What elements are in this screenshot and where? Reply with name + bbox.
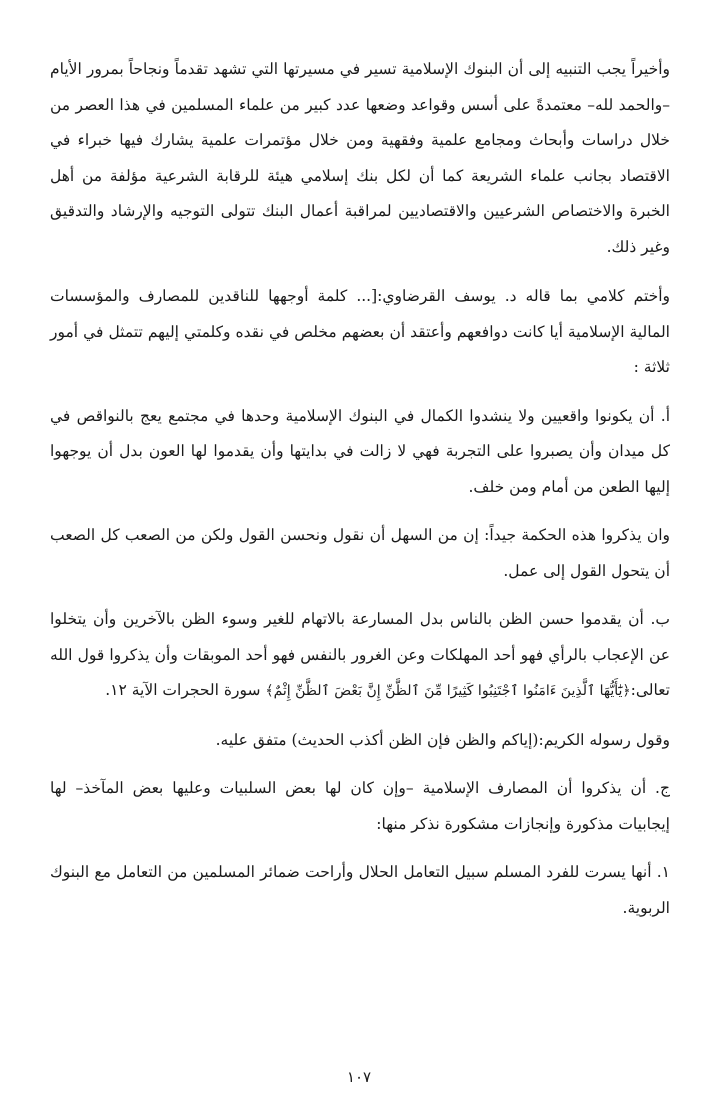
list-item-1: ١. أنها يسرت للفرد المسلم سبيل التعامل الحلال وأراحت ضمائر المسلمين من التعامل مع البنوك الربوية. [50,863,670,917]
body-text [50,52,670,939]
paragraph-qaradawi-quote: وأختم كلامي بما قاله د. يوسف القرضاوي:[... كلمة أوجهها للناقدين للمصارف والمؤسسات المالية الإسلامية أيا كانت دوافعهم وأعتقد أن بعضهم مخلص في نقده وكلمتي إليهم تتمثل في أمور ثلاثة : [50,287,670,376]
paragraph-point-a: أ. أن يكونوا واقعيين ولا ينشدوا الكمال في البنوك الإسلامية وحدها في مجتمع يعج بالنواقص في كل ميدان وأن يصبروا على التجربة فهي لا زالت في بدايتها وأن يقدموا لها العون بدل أن يوجهوا إليها الطعن من أمام ومن خلف. [50,406,670,496]
page-number: ١٠٧ [346,1068,372,1086]
quran-verse: ﴿يَٰٓأَيُّهَا ٱلَّذِينَ ءَامَنُوا ٱجْتَنِبُوا كَثِيرًا مِّنَ ٱلظَّنِّ إِنَّ بَعْضَ ٱلظَّنِّ إِثْمٌ﴾ [265,683,631,699]
paragraph-point-b [50,602,670,710]
point-b-text: ب. أن يقدموا حسن الظن بالناس بدل المسارعة بالاتهام للغير وسوء الظن بالآخرين وأن يتخلوا عن الإعجاب بالرأي فهو أحد المهلكات وعن الغرور بالنفس فهو أحد الموبقات وأن يذكروا قول الله تعالى: [50,610,670,699]
paragraph-hadith: وقول رسوله الكريم:(إياكم والظن فإن الظن أكذب الحديث) متفق عليه. [215,730,670,749]
paragraph-wisdom: وان يذكروا هذه الحكمة جيداً: إن من السهل أن نقول ونحسن القول ولكن من الصعب كل الصعب أن يتحول القول إلى عمل. [50,526,670,580]
paragraph-point-c: ج. أن يذكروا أن المصارف الإسلامية –وإن كان لها بعض السلبيات وعليها بعض المآخذ– لها إيجابيات مذكورة وإنجازات مشكورة نذكر منها: [50,779,670,833]
verse-reference: سورة الحجرات الآية ١٢. [105,681,266,699]
paragraph-conclusion: وأخيراً يجب التنبيه إلى أن البنوك الإسلامية تسير في مسيرتها التي تشهد تقدماً ونجاحاً بمرور الأيام –والحمد لله– معتمدةً على أسس وقواعد وضعها عدد كبير من علماء المسلمين في هذا العصر من خلال دراسات وأبحاث ومجامع علمية وفقهية ومن خلال مؤتمرات علمية يشارك فيها خبراء في الاقتصاد بجانب علماء الشريعة كما أن لكل بنك إسلامي هيئة للرقابة الشرعية مؤلفة من أهل الخبرة والاختصاص الشرعيين والاقتصاديين لمراقبة أعمال البنك تتولى التوجيه والإرشاد والتدقيق وغير ذلك. [50,60,670,256]
